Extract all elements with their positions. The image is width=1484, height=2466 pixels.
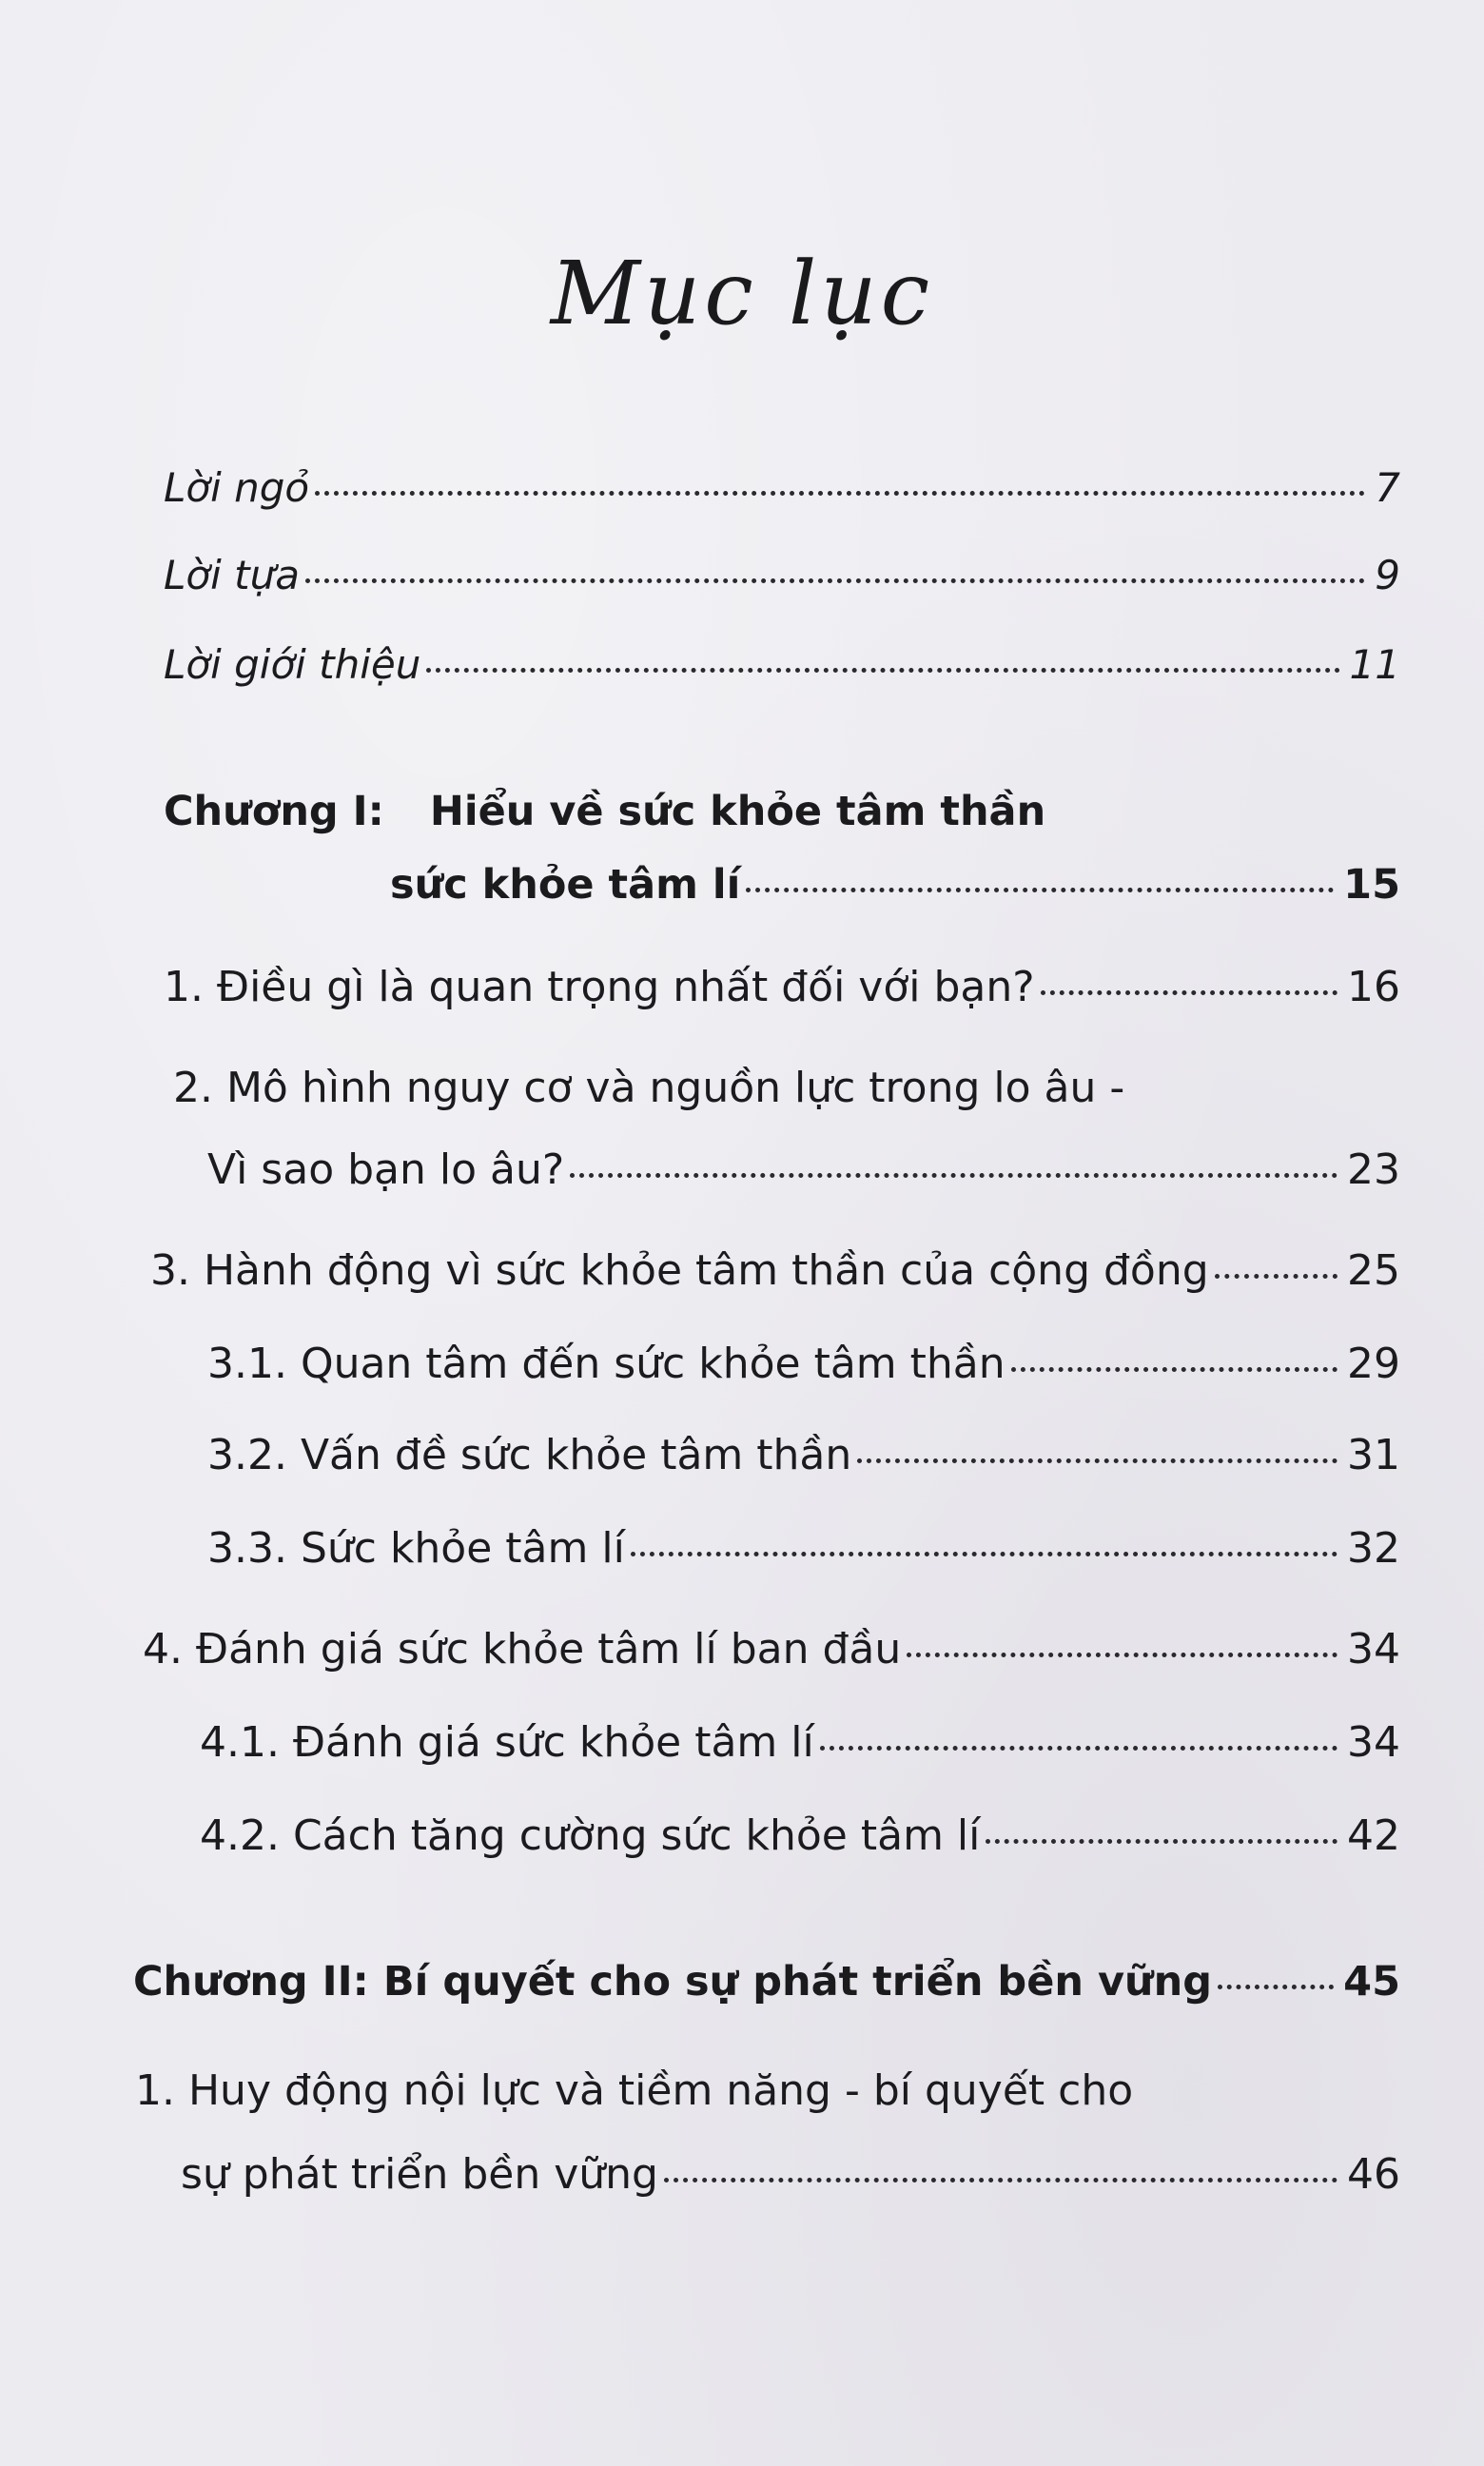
toc-entry-label: Vì sao bạn lo âu? xyxy=(207,1145,565,1194)
dot-leader xyxy=(820,1746,1338,1751)
toc-page-number: 15 xyxy=(1343,861,1400,909)
chapter-1-prefix: Chương I: xyxy=(164,788,384,835)
toc-page-number: 7 xyxy=(1375,464,1400,511)
toc-entry-2-1-line1: 1. Huy động nội lực và tiềm năng - bí quyết cho xyxy=(135,2066,1134,2115)
toc-entry-1-4-2 xyxy=(200,1811,1400,1860)
dot-leader xyxy=(315,491,1365,496)
dot-leader xyxy=(986,1839,1338,1844)
toc-entry-2-1 xyxy=(181,2150,1400,2199)
toc-page-number: 29 xyxy=(1347,1340,1400,1388)
toc-entry-label: 3. Hành động vì sức khỏe tâm thần của cộng đồng xyxy=(150,1246,1209,1295)
toc-entry-label: Lời ngỏ xyxy=(164,464,310,511)
toc-entry-label: 3.2. Vấn đề sức khỏe tâm thần xyxy=(207,1431,852,1479)
toc-entry-label: sức khỏe tâm lí xyxy=(390,861,741,909)
dot-leader xyxy=(1215,1274,1338,1279)
toc-page-number: 45 xyxy=(1343,1958,1400,2006)
toc-entry-label: Lời tựa xyxy=(164,552,300,598)
dot-leader xyxy=(1011,1367,1338,1372)
toc-entry-label: 4. Đánh giá sức khỏe tâm lí ban đầu xyxy=(143,1625,902,1673)
toc-entry-1-2-line1: 2. Mô hình nguy cơ và nguồn lực trong lo âu - xyxy=(173,1064,1125,1112)
chapter-1-heading xyxy=(164,788,1045,835)
dot-leader xyxy=(746,888,1334,892)
toc-entry-1-3-3 xyxy=(207,1524,1400,1573)
toc-entry-label: Lời giới thiệu xyxy=(164,641,421,688)
dot-leader xyxy=(1041,990,1338,995)
dot-leader xyxy=(907,1653,1338,1657)
toc-page-number: 34 xyxy=(1347,1625,1400,1673)
toc-page-number: 11 xyxy=(1349,641,1400,688)
toc-page-number: 42 xyxy=(1347,1811,1400,1860)
dot-leader xyxy=(305,578,1365,583)
toc-entry-loi-tua xyxy=(164,552,1400,598)
toc-entry-label: 4.1. Đánh giá sức khỏe tâm lí xyxy=(200,1718,814,1767)
toc-page-number: 32 xyxy=(1347,1524,1400,1573)
toc-entry-1-1 xyxy=(164,963,1400,1011)
dot-leader xyxy=(570,1173,1338,1178)
toc-page-number: 34 xyxy=(1347,1718,1400,1767)
toc-entry-loi-ngo xyxy=(164,464,1400,511)
toc-page-number: 9 xyxy=(1375,552,1400,598)
toc-entry-1-2 xyxy=(207,1145,1400,1194)
chapter-1-title-line1: Hiểu về sức khỏe tâm thần xyxy=(429,788,1046,835)
toc-entry-1-4 xyxy=(143,1625,1400,1673)
chapter-1-title-line2 xyxy=(390,861,1400,909)
toc-entry-1-3 xyxy=(150,1246,1400,1295)
dot-leader xyxy=(1218,1985,1334,1989)
toc-page-number: 25 xyxy=(1347,1246,1400,1295)
toc-page-number: 23 xyxy=(1347,1145,1400,1194)
dot-leader xyxy=(857,1458,1338,1463)
page-title: Mục lục xyxy=(550,243,934,344)
toc-entry-1-3-1 xyxy=(207,1340,1400,1388)
toc-entry-label: Chương II: Bí quyết cho sự phát triển bền vững xyxy=(133,1958,1212,2006)
chapter-2-heading xyxy=(133,1958,1400,2006)
dot-leader xyxy=(664,2178,1338,2182)
toc-entry-1-3-2 xyxy=(207,1431,1400,1479)
toc-page-number: 16 xyxy=(1347,963,1400,1011)
toc-page-number: 31 xyxy=(1347,1431,1400,1479)
toc-page-number: 46 xyxy=(1347,2150,1400,2199)
dot-leader xyxy=(631,1552,1338,1556)
dot-leader xyxy=(426,668,1339,673)
toc-entry-label: 3.3. Sức khỏe tâm lí xyxy=(207,1524,625,1573)
toc-entry-loi-gioi-thieu xyxy=(164,641,1400,688)
toc-entry-label: 4.2. Cách tăng cường sức khỏe tâm lí xyxy=(200,1811,981,1860)
toc-entry-label: sự phát triển bền vững xyxy=(181,2150,658,2199)
toc-entry-label: 1. Điều gì là quan trọng nhất đối với bạn? xyxy=(164,963,1035,1011)
toc-entry-label: 3.1. Quan tâm đến sức khỏe tâm thần xyxy=(207,1340,1006,1388)
toc-entry-1-4-1 xyxy=(200,1718,1400,1767)
